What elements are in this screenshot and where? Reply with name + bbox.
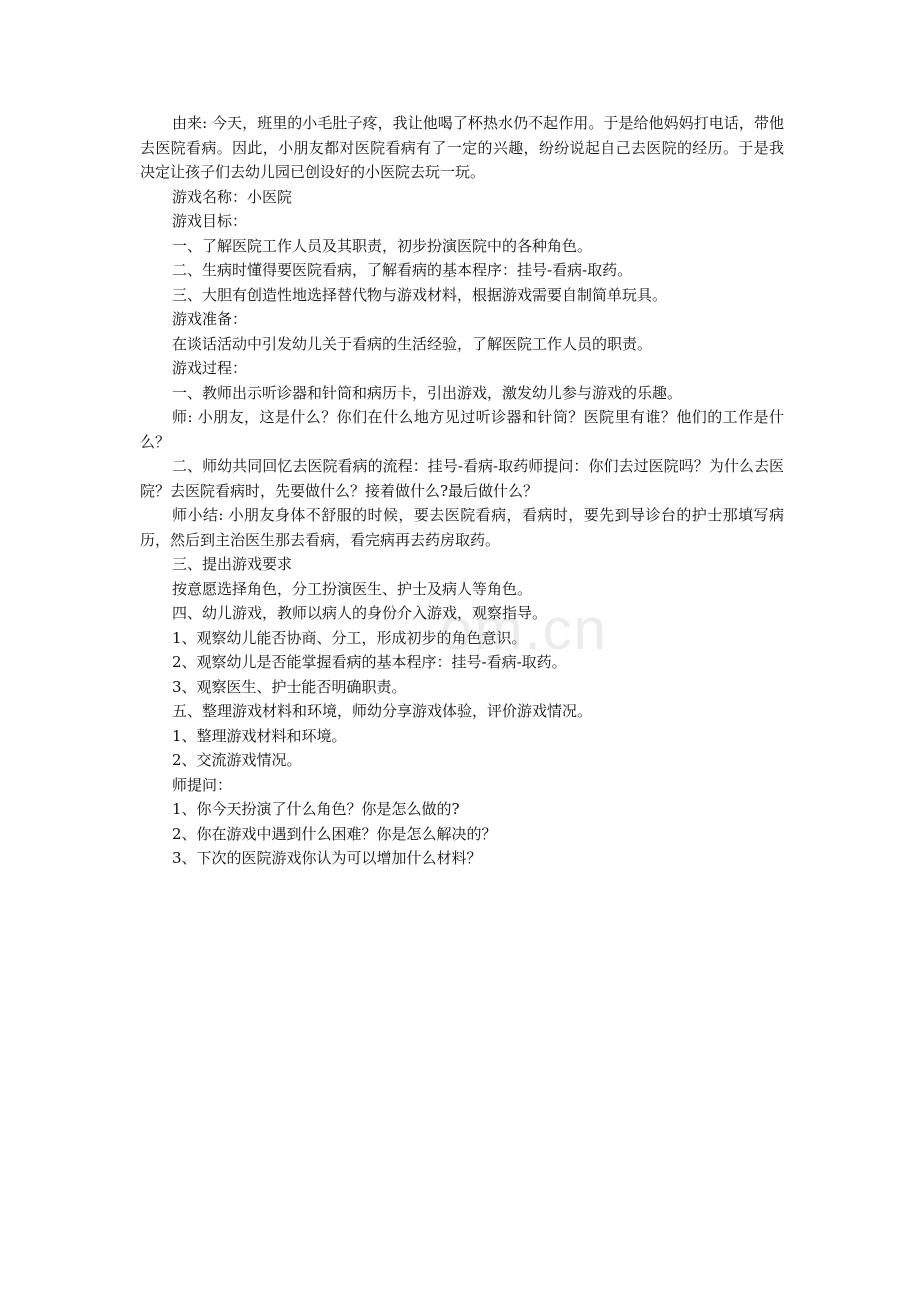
paragraph-goal-1: 一、了解医院工作人员及其职责，初步扮演医院中的各种角色。 (172, 236, 593, 255)
paragraph-step-4: 四、幼儿游戏，教师以病人的身份介入游戏，观察指导。 (172, 604, 548, 622)
paragraph-tidy-up: 1、整理游戏材料和环境。 (172, 726, 347, 745)
paragraph-preparation-heading: 游戏准备： (172, 310, 248, 328)
paragraph-ask-2: 2、你在游戏中遇到什么困难？你是怎么解决的？ (172, 824, 497, 843)
paragraph-goal-3: 三、大胆有创造性地选择替代物与游戏材料，根据游戏需要自制简单玩具。 (172, 285, 668, 304)
watermark: om.cn (440, 597, 608, 662)
paragraph-step-5: 五、整理游戏材料和环境，师幼分享游戏体验，评价游戏情况。 (172, 702, 593, 720)
paragraph-ask-1: 1、你今天扮演了什么角色？你是怎么做的? (172, 800, 460, 818)
paragraph-process-heading: 游戏过程： (172, 359, 248, 377)
paragraph-preparation: 在谈话活动中引发幼儿关于看病的生活经验，了解医院工作人员的职责。 (172, 334, 653, 353)
paragraph-teacher-summary: 师小结: 小朋友身体不舒服的时候，要去医院看病，看病时，要先到导诊台的护士那填写病历，然后到主治医生那去看病，看完病再去药房取药。 (140, 506, 784, 549)
paragraph-observe-3: 3、观察医生、护士能否明确职责。 (172, 677, 407, 696)
paragraph-role-selection: 按意愿选择角色，分工扮演医生、护士及病人等角色。 (172, 579, 533, 598)
paragraph-goals-heading: 游戏目标： (172, 212, 248, 230)
paragraph-teacher-question: 师: 小朋友，这是什么？你们在什么地方见过听诊器和针筒？医院里有谁？他们的工作是什么？ (140, 408, 784, 451)
paragraph-observe-1: 1、观察幼儿能否协商、分工，形成初步的角色意识。 (172, 628, 527, 647)
paragraph-goal-2: 二、生病时懂得要医院看病，了解看病的基本程序：挂号-看病-取药。 (172, 261, 633, 279)
paragraph-observe-2: 2、观察幼儿是否能掌握看病的基本程序：挂号-看病-取药。 (172, 653, 567, 671)
document-body (140, 111, 784, 871)
paragraph-ask-3: 3、下次的医院游戏你认为可以增加什么材料？ (172, 849, 482, 867)
paragraph-step-3: 三、提出游戏要求 (172, 555, 293, 573)
paragraph-game-name: 游戏名称：小医院 (172, 187, 293, 206)
paragraph-step-2: 二、师幼共同回忆去医院看病的流程：挂号-看病-取药师提问：你们去过医院吗？为什么去医院？去医院看病时，先要做什么？接着做什么?最后做什么？ (140, 457, 784, 500)
paragraph-origin: 由来: 今天，班里的小毛肚子疼，我让他喝了杯热水仍不起作用。于是给他妈妈打电话，带他去医院看病。因此，小朋友都对医院看病有了一定的兴趣，纷纷说起自己去医院的经历。于是我决定让孩子们去幼儿园已创设好的小医院去玩一玩。 (140, 114, 784, 181)
paragraph-teacher-asks: 师提问： (172, 775, 233, 794)
paragraph-step-1: 一、教师出示听诊器和针筒和病历卡，引出游戏，激发幼儿参与游戏的乐趣。 (172, 383, 683, 402)
paragraph-share: 2、交流游戏情况。 (172, 751, 302, 769)
